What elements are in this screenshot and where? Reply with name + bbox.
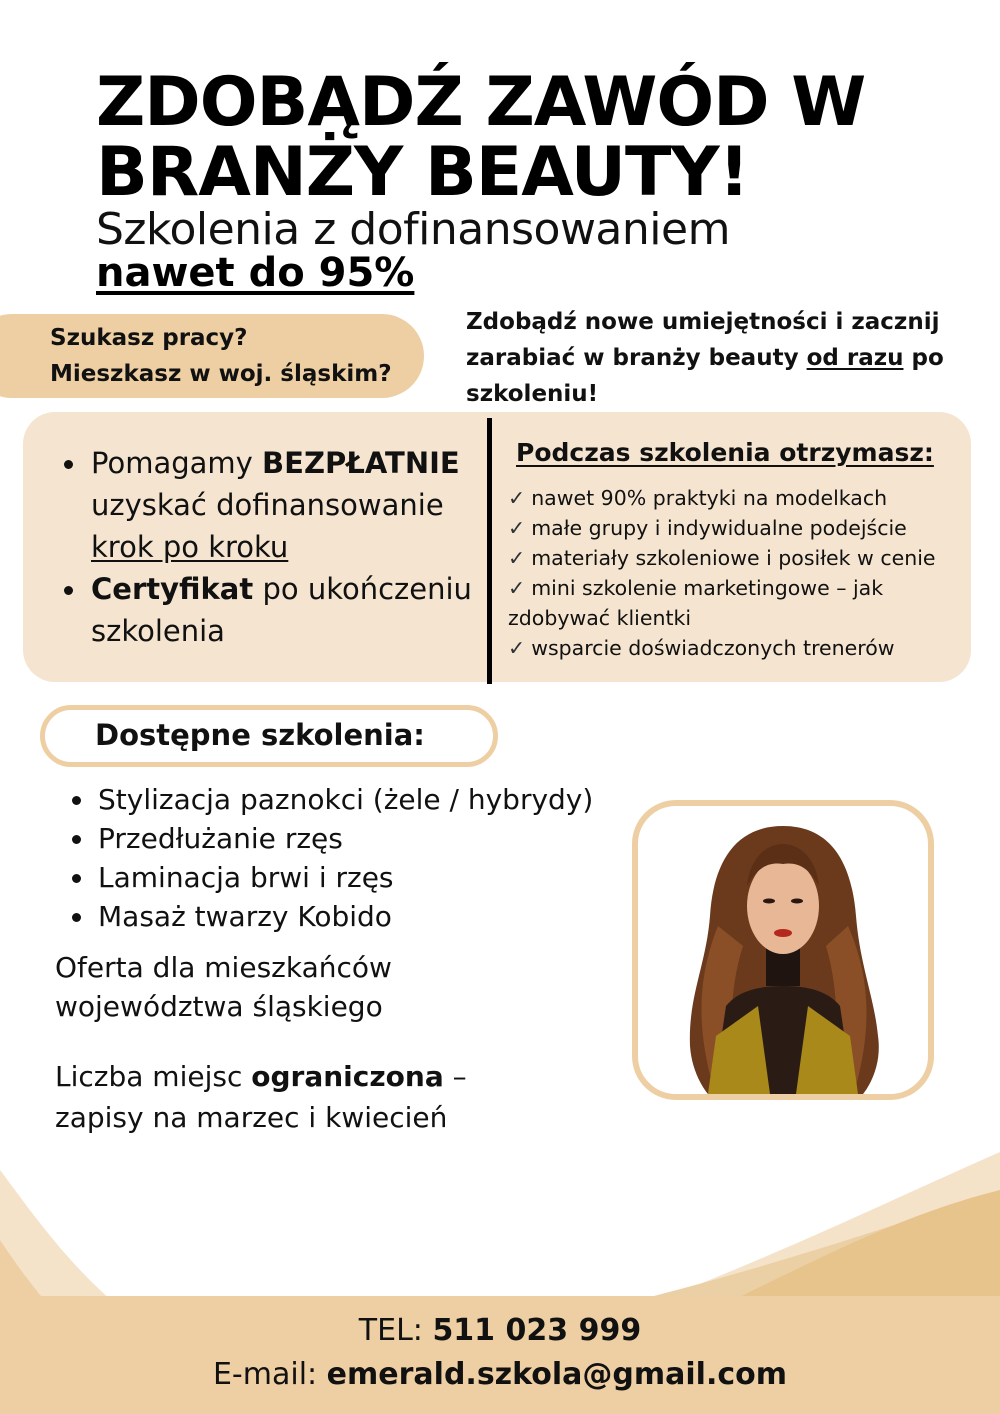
limited-seats-text	[55, 1056, 615, 1138]
item-text: po ukończeniu szkolenia	[91, 572, 472, 648]
item-text: materiały szkoleniowe i posiłek w cenie	[531, 546, 936, 570]
limit-line-2: zapisy na marzec i kwiecień	[55, 1101, 448, 1134]
headline-line-2: BRANŻY BEAUTY!	[96, 133, 749, 212]
list-item	[508, 633, 968, 663]
item-text: mini szkolenie marketingowe – jak zdobywać klientki	[508, 576, 884, 630]
email-label: E-mail:	[212, 1357, 327, 1392]
list-item	[58, 568, 478, 652]
limit-prefix: Liczba miejsc	[55, 1060, 252, 1093]
list-item	[508, 543, 968, 573]
item-bold: Certyfikat	[91, 572, 254, 606]
benefits-checklist	[508, 483, 968, 663]
list-item	[508, 513, 968, 543]
contact-info	[0, 1310, 1000, 1398]
pitch-part-1: Zdobądź nowe umiejętności i zacznij zarabiać w branży beauty	[466, 309, 940, 371]
checkmark-icon: ✓	[508, 546, 526, 570]
model-photo	[632, 800, 934, 1100]
offer-text	[55, 948, 575, 1026]
email-address[interactable]: emerald.szkola@gmail.com	[326, 1357, 788, 1392]
list-item	[508, 483, 968, 513]
item-text: Pomagamy	[91, 446, 263, 480]
list-item	[508, 573, 968, 633]
list-item: Masaż twarzy Kobido	[66, 897, 626, 936]
question-line-2: Mieszkasz w woj. śląskim?	[50, 361, 392, 387]
list-item: Laminacja brwi i rzęs	[66, 858, 626, 897]
offer-line-1: Oferta dla mieszkańców	[55, 951, 392, 984]
offer-line-2: województwa śląskiego	[55, 990, 383, 1023]
courses-title: Dostępne szkolenia:	[95, 718, 425, 752]
phone-number[interactable]: 511 023 999	[432, 1313, 642, 1348]
question-line-1: Szukasz pracy?	[50, 325, 248, 351]
portrait-illustration	[638, 806, 928, 1094]
list-item: Przedłużanie rzęs	[66, 819, 626, 858]
page-title	[96, 63, 956, 212]
item-bold: BEZPŁATNIE	[262, 446, 460, 480]
checkmark-icon: ✓	[508, 576, 526, 600]
question-text	[50, 320, 392, 392]
subheadline-highlight: nawet do 95%	[96, 250, 415, 296]
course-list	[66, 780, 626, 936]
item-underlined: krok po kroku	[91, 530, 289, 564]
list-item: Stylizacja paznokci (żele / hybrydy)	[66, 780, 626, 819]
subheadline: Szkolenia z dofinansowaniem	[96, 204, 730, 255]
checkmark-icon: ✓	[508, 636, 526, 660]
checkmark-icon: ✓	[508, 486, 526, 510]
pitch-part-2: po szkoleniu!	[466, 345, 944, 407]
checkmark-icon: ✓	[508, 516, 526, 540]
vertical-divider	[487, 418, 492, 684]
item-text: małe grupy i indywidualne podejście	[531, 516, 907, 540]
item-text: wsparcie doświadczonych trenerów	[531, 636, 895, 660]
pitch-text	[466, 304, 986, 412]
item-text: nawet 90% praktyki na modelkach	[531, 486, 888, 510]
limit-suffix: –	[443, 1060, 467, 1093]
benefits-title: Podczas szkolenia otrzymasz:	[516, 438, 934, 467]
support-list	[58, 442, 478, 652]
item-text: uzyskać dofinansowanie	[91, 488, 444, 522]
list-item	[58, 442, 478, 568]
phone-line	[0, 1310, 1000, 1352]
pitch-underlined: od razu	[806, 345, 904, 371]
limit-bold: ograniczona	[251, 1060, 444, 1093]
email-line	[0, 1352, 1000, 1398]
phone-label: TEL:	[358, 1313, 433, 1348]
headline-line-1: ZDOBĄDŹ ZAWÓD W	[96, 63, 866, 142]
